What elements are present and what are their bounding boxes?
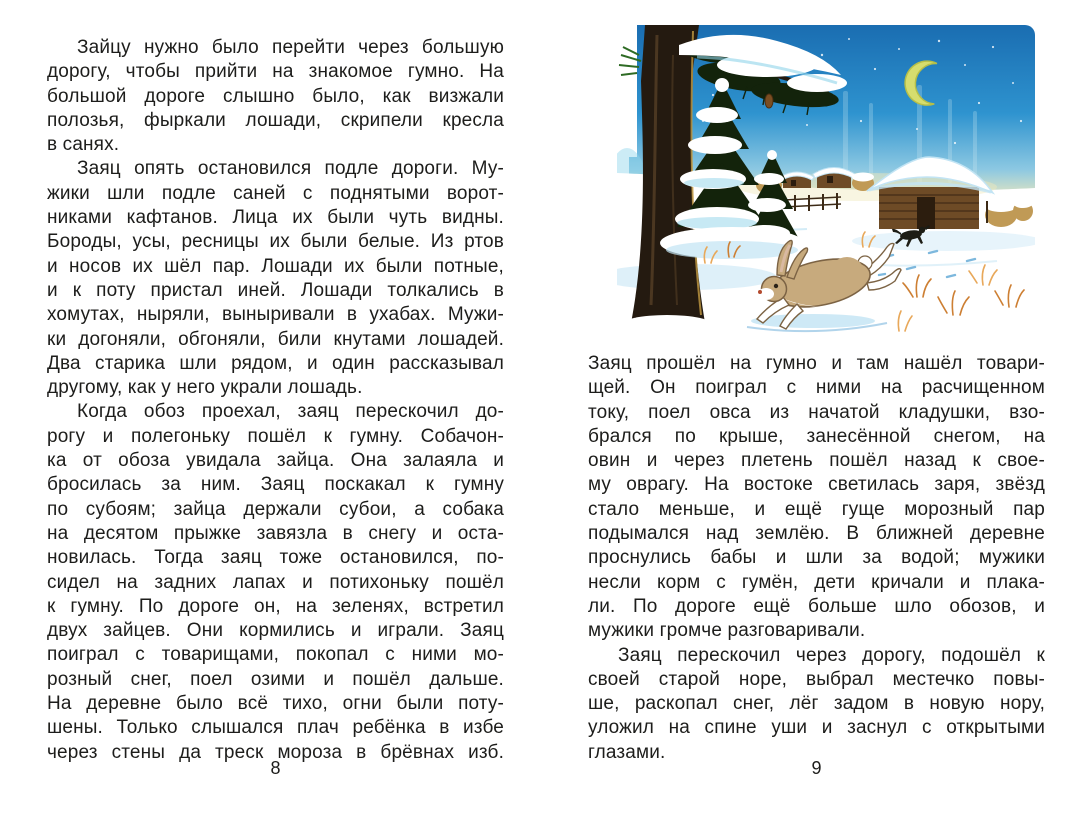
- text-line: подымался над землёю. В ближней деревне: [588, 523, 1045, 545]
- page-number-right: 9: [811, 758, 822, 778]
- left-page-text: [47, 36, 504, 765]
- text-line: овин и через плетень пошёл назад к свое-: [588, 450, 1045, 472]
- text-line: своей старой норе, выбрал местечко повы-: [588, 668, 1045, 690]
- text-line: щей. Он поиграл с ними на расчищенном: [588, 377, 1045, 399]
- text-line: уложил на спине уши и заснул с открытыми: [588, 717, 1045, 739]
- text-line: другому, как у него украли лошадь.: [47, 377, 363, 399]
- text-line: розный снег, поел озими и пошёл дальше.: [47, 668, 504, 690]
- text-line: му оврагу. На востоке светилась заря, звёзд: [588, 474, 1045, 496]
- paragraph: [47, 36, 504, 157]
- text-line: ка от обоза увидала зайца. Она залаяла и: [47, 450, 504, 472]
- text-line: Заяц прошёл на гумно и там нашёл товари-: [588, 353, 1045, 374]
- text-line: новилась. Тогда заяц тоже остановился, по-: [47, 547, 504, 569]
- paragraph: [47, 400, 504, 764]
- text-line: хомутах, ныряли, выныривали в ухабах. Мужи-: [47, 304, 504, 326]
- text-line: и носов их шёл пар. Лошади их были потные,: [47, 255, 504, 277]
- text-line: бросилась за ним. Заяц поскакал к гумну: [47, 474, 504, 496]
- text-line: Бороды, усы, ресницы их были белые. Из ртов: [47, 231, 504, 253]
- text-line: дорогу, чтобы прийти на знакомое гумно. На: [47, 61, 504, 83]
- paragraph: [588, 352, 1045, 644]
- text-line: полозья, фыркали лошади, скрипели кресла: [47, 109, 504, 131]
- text-line: на десятом прыжке завязла в снегу и оста-: [47, 522, 504, 544]
- paragraph: [588, 644, 1045, 765]
- text-line: большой дороге слышно было, как визжали: [47, 85, 504, 107]
- text-line: мужики громче разговаривали.: [588, 620, 866, 642]
- text-line: брался по крыше, занесённой снегом, на: [588, 425, 1045, 447]
- text-line: Заяц опять остановился подле дороги. Му-: [77, 158, 504, 180]
- text-line: стало меньше, и ещё гуще морозный пар: [588, 498, 1045, 520]
- text-line: проснулись бабы и шли за водой; мужики: [588, 547, 1045, 569]
- text-line: На деревне было всё тихо, огни были поту-: [47, 693, 504, 715]
- text-line: жики шли подле саней с поднятыми ворот-: [47, 182, 504, 204]
- text-line: сидел на задних лапах и потихоньку пошёл: [47, 571, 504, 593]
- text-line: Два старика шли рядом, и один рассказывал: [47, 352, 504, 374]
- text-line: ки догоняли, обгоняли, били кнутами лошадей.: [47, 328, 504, 350]
- text-line: ли. По дороге ещё больше шло обозов, и: [588, 595, 1045, 617]
- text-line: ше, раскопал снег, лёг задом в новую нору,: [588, 693, 1045, 715]
- text-line: несли корм с гумён, дети кричали и плака-: [588, 571, 1045, 593]
- text-line: поиграл с товарищами, покопал с ними мо-: [47, 644, 504, 666]
- illustration-winter-night: [617, 25, 1035, 337]
- text-line: никами кафтанов. Лица их были чуть видны.: [47, 207, 504, 229]
- text-line: к гумну. По дороге он, на зеленях, встретил: [47, 595, 504, 617]
- text-line: Заяц перескочил через дорогу, подошёл к: [618, 644, 1045, 666]
- text-line: в санях.: [47, 134, 120, 156]
- text-line: шены. Только слышался плач ребёнка в избе: [47, 717, 504, 739]
- page-number-left: 8: [270, 758, 281, 778]
- text-line: току, поел овса из начатой кладушки, взо-: [588, 401, 1045, 423]
- text-line: глазами.: [588, 741, 666, 763]
- text-line: через стены да треск мороза в брёвнах изб.: [47, 741, 504, 763]
- text-line: двух зайцев. Они кормились и играли. Заяц: [47, 620, 504, 642]
- text-line: и к поту пристал иней. Лошади толкались в: [47, 279, 504, 301]
- text-line: Зайцу нужно было перейти через большую: [77, 37, 504, 58]
- text-line: по субоям; зайца держали субои, а собака: [47, 498, 504, 520]
- text-line: Когда обоз проехал, заяц перескочил до-: [77, 401, 504, 423]
- paragraph: [47, 157, 504, 400]
- text-line: рогу и полегоньку пошёл к гумну. Собачон-: [47, 425, 504, 447]
- right-page-text: [588, 352, 1045, 765]
